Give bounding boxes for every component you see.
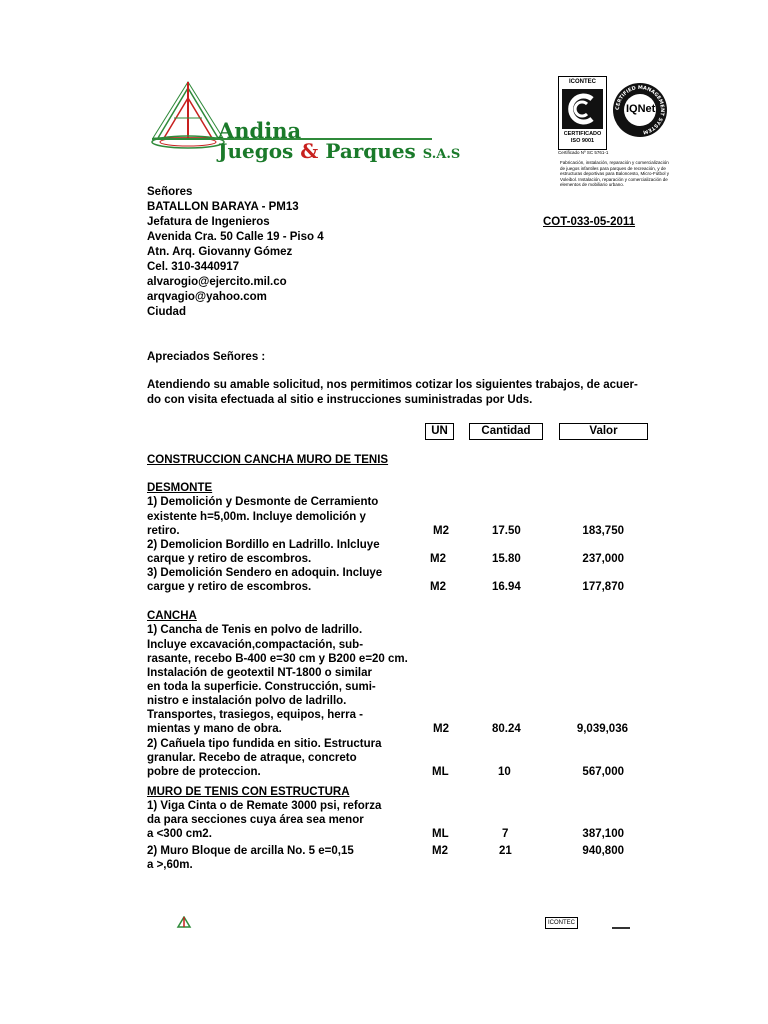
item-quantity: 16.94 <box>492 581 521 593</box>
item-description: da para secciones cuya área sea menor <box>147 814 364 826</box>
item-value: 567,000 <box>582 766 624 778</box>
item-unit: M2 <box>433 723 449 735</box>
item-description: 1) Cancha de Tenis en polvo de ladrillo. <box>147 624 363 636</box>
item-value: 940,800 <box>582 845 624 857</box>
intro-line: Atendiendo su amable solicitud, nos permitimos cotizar los siguientes trabajos, de acuer- <box>147 379 638 391</box>
item-description: mientas y mano de obra. <box>147 723 282 735</box>
section-heading-muro: MURO DE TENIS CON ESTRUCTURA <box>147 786 350 798</box>
certification-scope-text: Fabricación, instalación, reparación y comercialización de juegos infantiles para parques de recreación, y de estructuras deportivas para Baloncesto, Micro-Fútbol y Voleibol. Instalación, reparación y comercialización de elementos de mobiliario urbano. <box>560 160 670 187</box>
item-description: Incluye excavación,compactación, sub- <box>147 639 364 651</box>
item-description: rasante, recebo B-400 e=30 cm y B200 e=20 cm. <box>147 653 408 665</box>
company-name-parques: Parques <box>325 139 416 163</box>
item-description: 2) Muro Bloque de arcilla No. 5 e=0,15 <box>147 845 354 857</box>
icontec-cert-line1: CERTIFICADO <box>563 131 602 137</box>
item-description: retiro. <box>147 525 180 537</box>
footer-icontec-label: ICONTEC <box>545 917 578 929</box>
icontec-logo-icon <box>562 89 603 129</box>
quote-title: CONSTRUCCION CANCHA MURO DE TENIS <box>147 454 389 466</box>
footer-divider <box>612 927 630 929</box>
address-email: alvarogio@ejercito.mil.co <box>147 276 287 288</box>
item-quantity: 10 <box>498 766 511 778</box>
item-description: en toda la superficie. Construcción, sumi- <box>147 681 376 693</box>
item-description: Transportes, trasiegos, equipos, herra - <box>147 709 364 721</box>
item-value: 177,870 <box>582 581 624 593</box>
item-description: carque y retiro de escombros. <box>147 553 312 565</box>
item-description: 2) Demolicion Bordillo en Ladrillo. Inlcluye <box>147 539 380 551</box>
item-unit: M2 <box>430 553 446 565</box>
footer-logo-icon <box>176 916 192 928</box>
item-description: 1) Viga Cinta o de Remate 3000 psi, reforza <box>147 800 382 812</box>
icontec-label: ICONTEC <box>569 79 596 85</box>
icontec-cert-line2: ISO 9001 <box>570 138 595 144</box>
company-name-juegos: Juegos <box>218 139 294 163</box>
column-header-un: UN <box>425 423 454 440</box>
column-header-cantidad: Cantidad <box>469 423 543 440</box>
item-description: nistro e instalación polvo de ladrillo. <box>147 695 347 707</box>
address-line: Señores <box>147 186 193 198</box>
item-description: granular. Recebo de atraque, concreto <box>147 752 357 764</box>
company-name-ampersand: & <box>300 139 319 163</box>
item-unit: ML <box>432 828 449 840</box>
address-line: Ciudad <box>147 306 186 318</box>
section-heading-desmonte: DESMONTE <box>147 482 213 494</box>
item-description: cargue y retiro de escombros. <box>147 581 312 593</box>
column-header-valor: Valor <box>559 423 648 440</box>
item-description: 3) Demolición Sendero en adoquin. Incluye <box>147 567 383 579</box>
item-description: 2) Cañuela tipo fundida en sitio. Estructura <box>147 738 382 750</box>
greeting: Apreciados Señores : <box>147 351 266 363</box>
address-email: arqvagio@yahoo.com <box>147 291 267 303</box>
item-value: 183,750 <box>582 525 624 537</box>
section-heading-cancha: CANCHA <box>147 610 197 622</box>
company-name-suffix: S.A.S <box>422 147 461 162</box>
item-quantity: 15.80 <box>492 553 521 565</box>
item-description: existente h=5,00m. Incluye demolición y <box>147 511 366 523</box>
item-description: a <300 cm2. <box>147 828 212 840</box>
address-line: Avenida Cra. 50 Calle 19 - Piso 4 <box>147 231 324 243</box>
item-unit: M2 <box>430 581 446 593</box>
item-description: a >,60m. <box>147 859 193 871</box>
icontec-cert-text <box>559 131 606 145</box>
certificate-number: Certificado Nº SC 5761-1 <box>558 150 609 155</box>
item-description: 1) Demolición y Desmonte de Cerramiento <box>147 496 379 508</box>
item-quantity: 21 <box>499 845 512 857</box>
icontec-certificate-badge <box>558 76 607 150</box>
item-value: 237,000 <box>582 553 624 565</box>
item-unit: M2 <box>432 845 448 857</box>
item-unit: ML <box>432 766 449 778</box>
iqnet-label: IQNet <box>626 103 656 115</box>
company-name-line2 <box>218 139 460 163</box>
address-line: Cel. 310-3440917 <box>147 261 240 273</box>
iqnet-ring-text: CERTIFIED MANAGEMENT SYSTEM <box>614 84 666 135</box>
item-value: 9,039,036 <box>576 723 628 735</box>
company-name-line1: Andina <box>218 118 302 143</box>
address-line: Atn. Arq. Giovanny Gómez <box>147 246 293 258</box>
item-description: pobre de proteccion. <box>147 766 261 778</box>
item-description: Instalación de geotextil NT-1800 o similar <box>147 667 372 679</box>
quote-reference: COT-033-05-2011 <box>543 216 636 228</box>
address-line: Jefatura de Ingenieros <box>147 216 270 228</box>
item-quantity: 80.24 <box>492 723 521 735</box>
item-quantity: 7 <box>502 828 509 840</box>
item-value: 387,100 <box>582 828 624 840</box>
item-quantity: 17.50 <box>492 525 521 537</box>
intro-line: do con visita efectuada al sitio e instrucciones suministradas por Uds. <box>147 394 533 406</box>
item-unit: M2 <box>433 525 449 537</box>
address-line: BATALLON BARAYA - PM13 <box>147 201 299 213</box>
